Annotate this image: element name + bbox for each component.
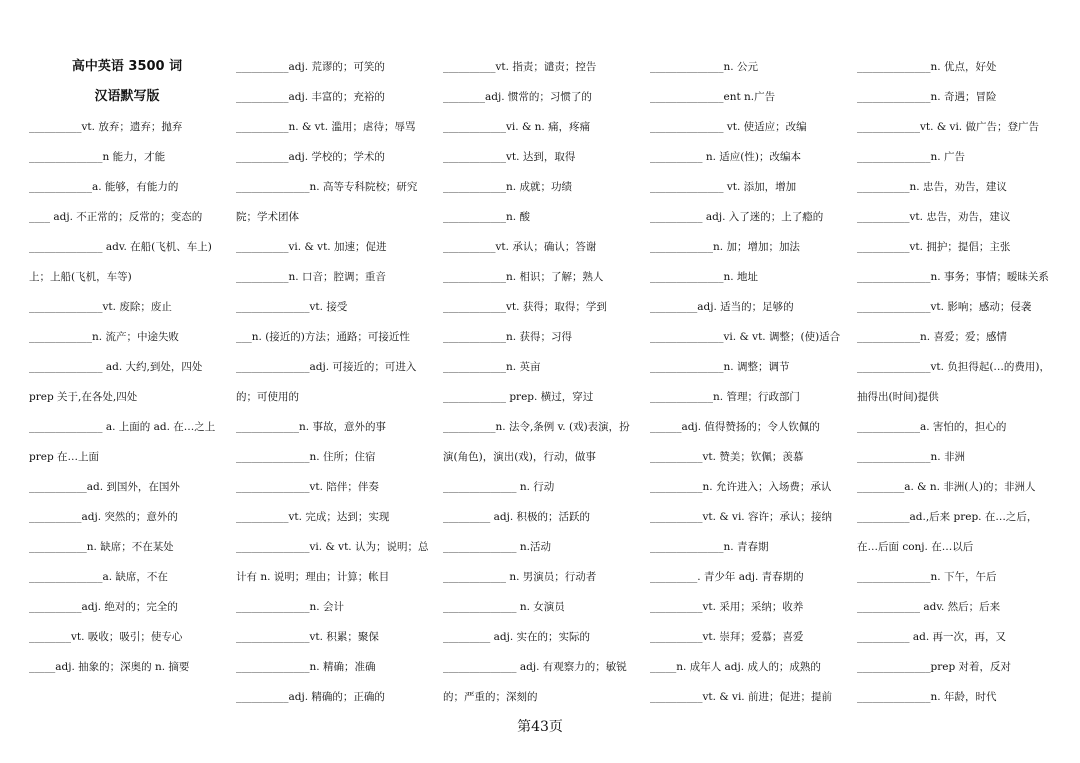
vocab-entry: ____________n. 事故，意外的事 (236, 421, 386, 433)
vocab-entry: __________vt. & vi. 容许；承认；接纳 (650, 511, 832, 523)
page-number: 第43页 (517, 719, 563, 735)
vocab-entry: ______________vt. 接受 (236, 301, 348, 313)
vocab-entry: ____________n. 加；增加；加法 (650, 241, 800, 253)
vocab-entry: __________vt. & vi. 前进；促进；提前 (650, 691, 832, 703)
vocab-entry: __________n. 允许进入；入场费；承认 (650, 481, 832, 493)
vocab-entry: __________vt. 放弃；遗弃；抛弃 (29, 121, 183, 133)
column-4 (650, 52, 846, 712)
vocab-entry: ______________ adv. 在船(飞机、车上)上；上船(飞机，车等) (29, 241, 212, 283)
vocab-entry: __________adj. 绝对的；完全的 (29, 601, 178, 613)
vocab-entry: ______________n. 调整；调节 (650, 361, 790, 373)
vocab-entry: ______________ vt. 使适应；改编 (650, 121, 807, 133)
vocab-entry: ______________ n. 女演员 (443, 601, 565, 613)
vocab-entry: ____________vi. & n. 痛，疼痛 (443, 121, 591, 133)
vocab-entry: ____________vt. 获得；取得；学到 (443, 301, 607, 313)
column-3 (443, 52, 639, 712)
vocab-entry: __________vt. 指责；谴责；控告 (443, 61, 597, 73)
vocab-entry: __________vt. 采用；采纳；收养 (650, 601, 804, 613)
vocab-entry: _________. 青少年 adj. 青春期的 (650, 571, 804, 583)
vocab-entry: ______________n. 广告 (857, 151, 965, 163)
vocab-entry: _________ adj. 积极的；活跃的 (443, 511, 590, 523)
vocab-entry: ____________n. 英亩 (443, 361, 541, 373)
vocab-entry: ____________ adv. 然后；后来 (857, 601, 1001, 613)
vocab-entry: ______________adj. 可接近的；可进入的；可使用的 (236, 361, 417, 403)
page-title: 高中英语 3500 词 (71, 59, 183, 74)
vocab-entry: __________vt. 崇拜；爱慕；喜爱 (650, 631, 804, 643)
vocab-entry: ______________n. 优点，好处 (857, 61, 997, 73)
vocab-entry: __________ adj. 入了迷的；上了瘾的 (650, 211, 824, 223)
vocab-entry: _________adj. 适当的；足够的 (650, 301, 794, 313)
vocab-entry: ______________vt. 负担得起(…的费用)，抽得出(时间)提供 (857, 361, 1051, 403)
vocab-entry: ______________ vt. 添加，增加 (650, 181, 797, 193)
vocab-entry: ____________n. 获得；习得 (443, 331, 572, 343)
vocab-entry: ____________n. 成就；功绩 (443, 181, 572, 193)
vocab-entry: ______________ ad. 大约,到处，四处 prep 关于,在各处,四处 (29, 361, 203, 403)
vocab-entry: __________adj. 精确的；正确的 (236, 691, 385, 703)
vocab-entry: ______________n. 非洲 (857, 451, 965, 463)
vocab-entry: __________n. & vt. 滥用；虐待；辱骂 (236, 121, 416, 133)
vocab-entry: __________vt. 拥护；提倡；主张 (857, 241, 1011, 253)
vocab-entry: __________ n. 适应(性)；改编本 (650, 151, 801, 163)
vocab-entry: __________adj. 学校的；学术的 (236, 151, 385, 163)
vocab-entry: ______________ a. 上面的 ad. 在…之上 prep 在…上面 (29, 421, 216, 463)
vocab-entry: ______________ n. 行动 (443, 481, 555, 493)
vocab-entry: _________a. & n. 非洲(人)的；非洲人 (857, 481, 1036, 493)
vocab-entry: __________vt. 完成；达到；实现 (236, 511, 390, 523)
vocab-entry: __________adj. 突然的；意外的 (29, 511, 178, 523)
vocab-entry: ______________n. 年龄，时代 (857, 691, 997, 703)
vocab-entry: ______________n. 精确；准确 (236, 661, 376, 673)
vocab-entry: ______________vt. 陪伴；伴奏 (236, 481, 379, 493)
vocab-entry: ____________n. 管理；行政部门 (650, 391, 800, 403)
vocab-entry: ___________n. 缺席；不在某处 (29, 541, 174, 553)
vocab-entry: ____________a. 害怕的，担心的 (857, 421, 1007, 433)
vocab-entry: __________n. 法令,条例 v. (戏)表演，扮演(角色)，演出(戏)，行动，做事 (443, 421, 630, 463)
vocab-entry: __________ ad. 再一次，再，又 (857, 631, 1006, 643)
vocab-entry: ____________n. 酸 (443, 211, 530, 223)
vocab-entry: ___n. (接近的)方法；通路；可接近性 (236, 331, 410, 343)
vocab-entry: _________ adj. 实在的；实际的 (443, 631, 590, 643)
vocab-entry: ________vt. 吸收；吸引；使专心 (29, 631, 183, 643)
vocab-entry: ______________vt. 积累；聚保 (236, 631, 379, 643)
vocab-entry: ______________vt. 影响；感动；侵袭 (857, 301, 1032, 313)
vocab-entry: ______________n. 会计 (236, 601, 344, 613)
vocab-entry: _____adj. 抽象的；深奥的 n. 摘要 (29, 661, 190, 673)
vocab-entry: ____________a. 能够，有能力的 (29, 181, 179, 193)
vocab-entry: __________vt. 赞美；钦佩；羡慕 (650, 451, 804, 463)
vocab-entry: ______________n. 奇遇；冒险 (857, 91, 997, 103)
column-5 (857, 52, 1053, 712)
vocab-entry: ______________n 能力，才能 (29, 151, 166, 163)
vocab-entry: ______________n. 事务；事情；暧昧关系 (857, 271, 1049, 283)
vocab-entry: ______________n. 下午，午后 (857, 571, 997, 583)
vocab-entry: ______________n. 公元 (650, 61, 758, 73)
vocab-entry: ____________ prep. 横过，穿过 (443, 391, 594, 403)
column-2 (236, 52, 432, 712)
vocab-entry: __________adj. 荒谬的；可笑的 (236, 61, 385, 73)
vocab-entry: ______adj. 值得赞扬的；令人钦佩的 (650, 421, 820, 433)
vocab-entry: __________vi. & vt. 加速；促进 (236, 241, 387, 253)
vocab-entry: ____________n. 喜爱；爱；感情 (857, 331, 1007, 343)
vocab-entry: ___________ad. 到国外，在国外 (29, 481, 180, 493)
vocab-entry: __________vt. 承认；确认；答谢 (443, 241, 597, 253)
vocab-entry: ______________n. 青春期 (650, 541, 769, 553)
vocab-entry: ____________ n. 男演员；行动者 (443, 571, 597, 583)
vocab-entry: _____n. 成年人 adj. 成人的；成熟的 (650, 661, 821, 673)
vocab-entry: ______________a. 缺席，不在 (29, 571, 168, 583)
page-subtitle: 汉语默写版 (94, 89, 160, 104)
vocab-entry: __________ad.,后来 prep. 在…之后，在…后面 conj. 在…以后 (857, 511, 1038, 553)
vocab-entry: ______________n. 住所；住宿 (236, 451, 376, 463)
vocab-entry: __________n. 忠告，劝告，建议 (857, 181, 1007, 193)
vocab-entry: __________vt. 忠告，劝告，建议 (857, 211, 1011, 223)
vocab-entry: ______________vi. & vt. 认为；说明；总计有 n. 说明；理由；计算；帐目 (236, 541, 429, 583)
vocab-entry: ______________vi. & vt. 调整；(使)适合 (650, 331, 841, 343)
column-1 (29, 52, 225, 682)
vocab-entry: __________adj. 丰富的；充裕的 (236, 91, 385, 103)
vocab-entry: ______________ adj. 有观察力的；敏锐的；严重的；深刻的 (443, 661, 627, 703)
vocab-entry: ____________vt. 达到，取得 (443, 151, 576, 163)
vocab-entry: ______________prep 对着，反对 (857, 661, 1012, 673)
vocab-entry: ____________n. 相识；了解；熟人 (443, 271, 604, 283)
vocab-entry: ______________n. 地址 (650, 271, 758, 283)
vocab-entry: ________adj. 惯常的；习惯了的 (443, 91, 592, 103)
vocab-entry: ______________vt. 废除；废止 (29, 301, 172, 313)
vocab-entry: ____________n. 流产；中途失败 (29, 331, 179, 343)
vocab-entry: __________n. 口音；腔调；重音 (236, 271, 386, 283)
vocab-entry: ______________n. 高等专科院校；研究院；学术团体 (236, 181, 418, 223)
vocab-entry: ____________vt. & vi. 做广告；登广告 (857, 121, 1039, 133)
vocab-entry: ______________ent n.广告 (650, 91, 776, 103)
vocab-entry: ____ adj. 不正常的；反常的；变态的 (29, 211, 203, 223)
vocab-entry: ______________ n.活动 (443, 541, 551, 553)
